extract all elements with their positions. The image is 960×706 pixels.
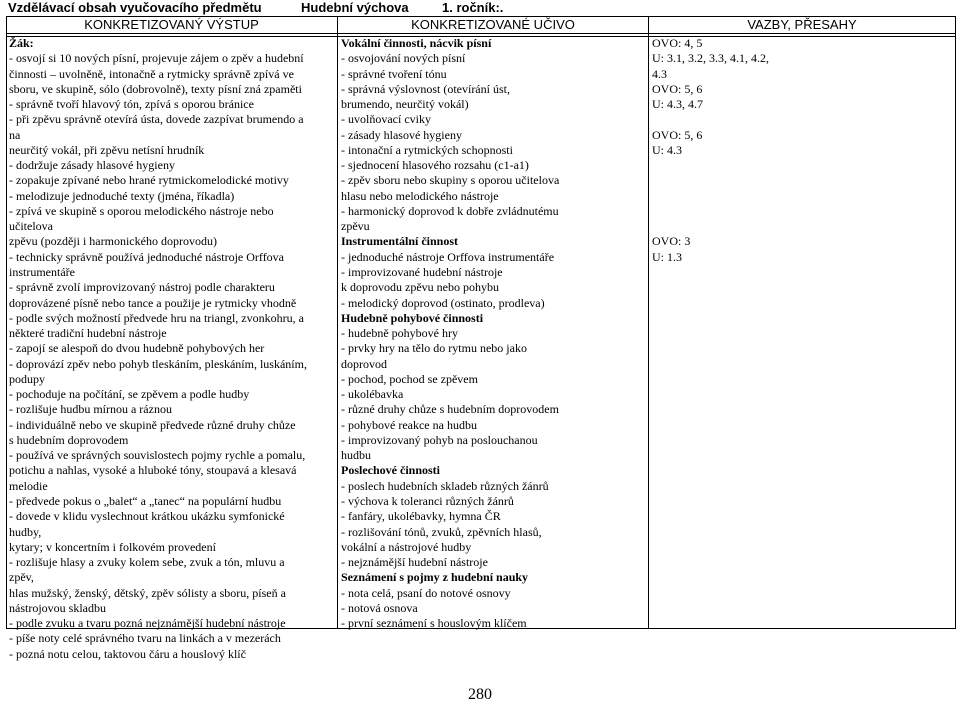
outcome-line: - podle zvuku a tvaru pozná nejznámější hudební nástroje <box>9 616 286 631</box>
content-column <box>341 36 645 631</box>
outcome-line: - pozná notu celou, taktovou čáru a houslový klíč <box>9 646 246 661</box>
table-right-border <box>955 16 956 629</box>
outcome-line: - při zpěvu správně otevírá ústa, dovede zazpívat brumendo a <box>9 112 304 127</box>
outcome-line: melodie <box>9 478 48 493</box>
outcome-line-heading: Žák: <box>9 36 34 50</box>
content-line: - různé druhy chůze s hudebním doprovodem <box>341 402 559 417</box>
content-line: - správné tvoření tónu <box>341 66 447 81</box>
content-line: - harmonický doprovod k dobře zvládnutému <box>341 203 559 218</box>
link-line: U: 4.3, 4.7 <box>652 97 703 112</box>
content-line: brumendo, neurčitý vokál) <box>341 97 469 112</box>
outcome-line: neurčitý vokál, při zpěvu netísní hrudník <box>9 142 205 157</box>
content-line: - nota celá, psaní do notové osnovy <box>341 585 511 600</box>
content-line: - výchova k toleranci různých žánrů <box>341 493 514 508</box>
content-line: - správná výslovnost (otevírání úst, <box>341 81 510 96</box>
outcome-line: potichu a nahlas, vysoké a hluboké tóny, stoupavá a klesavá <box>9 463 297 478</box>
outcome-line: - osvojí si 10 nových písní, projevuje zájem o zpěv a hudební <box>9 51 304 66</box>
content-line: - melodický doprovod (ostinato, prodleva) <box>341 295 545 310</box>
link-line <box>652 219 952 234</box>
outcome-line: - individuálně nebo ve skupině předvede různé druhy chůze <box>9 417 296 432</box>
link-line <box>652 173 952 188</box>
outcome-line: hudby, <box>9 524 42 539</box>
link-line <box>652 112 952 127</box>
outcome-line: - zapojí se alespoň do dvou hudebně pohybových her <box>9 341 265 356</box>
content-line: - hudebně pohybové hry <box>341 326 458 341</box>
outcome-line: nástrojovou skladbu <box>9 600 106 615</box>
content-line-heading: Poslechové činnosti <box>341 463 440 478</box>
link-line: OVO: 5, 6 <box>652 81 703 96</box>
table-left-border <box>6 16 7 629</box>
outcome-line: zpěv, <box>9 570 34 585</box>
content-line: k doprovodu zpěvu nebo pohybu <box>341 280 499 295</box>
column-divider-1 <box>337 16 338 629</box>
column-header-links: VAZBY, PŘESAHY <box>747 17 857 32</box>
content-line: - první seznámení s houslovým klíčem <box>341 616 527 631</box>
outcome-line: - dovede v klidu vyslechnout krátkou ukázku symfonické <box>9 509 285 524</box>
content-line-heading: Seznámení s pojmy z hudební nauky <box>341 570 529 585</box>
outcomes-column <box>9 36 335 662</box>
link-line <box>652 158 952 173</box>
column-header-content: KONKRETIZOVANÉ UČIVO <box>411 17 575 32</box>
outcome-line: - používá ve správných souvislostech pojmy rychle a pomalu, <box>9 448 306 463</box>
link-line: 4.3 <box>652 66 667 81</box>
outcome-line: - pochoduje na počítání, se zpěvem a podle hudby <box>9 387 250 402</box>
link-line: U: 3.1, 3.2, 3.3, 4.1, 4.2, <box>652 51 769 66</box>
outcome-line: kytary; v koncertním i folkovém provedení <box>9 539 216 554</box>
content-line: - rozlišování tónů, zvuků, zpěvních hlasů, <box>341 524 542 539</box>
content-line: - pochod, pochod se zpěvem <box>341 371 478 386</box>
outcome-line: - předvede pokus o „balet“ a „tanec“ na populární hudbu <box>9 493 282 508</box>
content-line: vokální a nástrojové hudby <box>341 539 472 554</box>
content-line: - improvizovaný pohyb na poslouchanou <box>341 432 538 447</box>
outcome-line: - podle svých možností předvede hru na triangl, zvonkohru, a <box>9 310 304 325</box>
column-divider-2 <box>648 16 649 629</box>
content-line: - poslech hudebních skladeb různých žánrů <box>341 478 549 493</box>
content-line-heading: Instrumentální činnost <box>341 234 459 249</box>
outcome-line: sboru, ve skupině, sólo (dobrovolně), texty písní zná zpaměti <box>9 81 302 96</box>
outcome-line: instrumentáře <box>9 264 75 279</box>
link-line: OVO: 5, 6 <box>652 127 703 142</box>
links-column <box>652 36 952 265</box>
link-line <box>652 189 952 204</box>
grade-label: 1. ročník:. <box>442 0 504 15</box>
page-number: 280 <box>468 686 492 703</box>
content-line: - nejznámější hudební nástroje <box>341 555 488 570</box>
link-line: U: 4.3 <box>652 142 682 157</box>
outcome-line: s hudebním doprovodem <box>9 432 129 447</box>
outcome-line: - doprovází zpěv nebo pohyb tleskáním, pleskáním, luskáním, <box>9 356 307 371</box>
content-line: - uvolňovací cviky <box>341 112 431 127</box>
outcome-line: na <box>9 127 21 142</box>
content-line: - pohybové reakce na hudbu <box>341 417 477 432</box>
link-line <box>652 204 952 219</box>
content-line: - zásady hlasové hygieny <box>341 127 462 142</box>
outcome-line: - správně tvoří hlavový tón, zpívá s oporou bránice <box>9 97 254 112</box>
outcome-line: - dodržuje zásady hlasové hygieny <box>9 158 175 173</box>
subject-title: Vzdělávací obsah vyučovacího předmětu <box>8 0 262 15</box>
outcome-line: učitelova <box>9 219 53 234</box>
content-line: - sjednocení hlasového rozsahu (c1-a1) <box>341 158 529 173</box>
subject-name: Hudební výchova <box>301 0 409 15</box>
link-line: U: 1.3 <box>652 249 682 264</box>
link-line: OVO: 4, 5 <box>652 36 703 50</box>
content-line: - zpěv sboru nebo skupiny s oporou učitelova <box>341 173 560 188</box>
content-line: - jednoduché nástroje Orffova instrumentáře <box>341 249 555 264</box>
outcome-line: některé tradiční hudební nástroje <box>9 326 167 341</box>
content-line-heading: Vokální činnosti, nácvik písní <box>341 36 492 50</box>
content-line: doprovod <box>341 356 387 371</box>
content-line: - osvojování nových písní <box>341 51 466 66</box>
header-bottom-border <box>6 33 956 34</box>
content-line: hlasu nebo melodického nástroje <box>341 188 499 203</box>
outcome-line: činnosti – uvolněně, intonačně a rytmicky správně zpívá ve <box>9 66 294 81</box>
outcome-line: - rozlišuje hlasy a zvuky kolem sebe, zvuk a tón, mluvu a <box>9 555 285 570</box>
content-line: - improvizované hudební nástroje <box>341 264 503 279</box>
outcome-line: - píše noty celé správného tvaru na linkách a v mezerách <box>9 631 281 646</box>
outcome-line: - melodizuje jednoduché texty (jména, říkadla) <box>9 188 235 203</box>
column-header-outcomes: KONKRETIZOVANÝ VÝSTUP <box>84 17 259 32</box>
content-line: - prvky hry na tělo do rytmu nebo jako <box>341 341 527 356</box>
content-line: - ukolébavka <box>341 387 404 402</box>
content-line: - intonační a rytmických schopnosti <box>341 142 513 157</box>
outcome-line: zpěvu (později i harmonického doprovodu) <box>9 234 217 249</box>
outcome-line: podupy <box>9 371 45 386</box>
outcome-line: - technicky správně používá jednoduché nástroje Orffova <box>9 249 285 264</box>
content-line-heading: Hudebně pohybové činnosti <box>341 310 484 325</box>
content-line: - notová osnova <box>341 600 418 615</box>
outcome-line: - zopakuje zpívané nebo hrané rytmickomelodické motivy <box>9 173 289 188</box>
outcome-line: - správně zvolí improvizovaný nástroj podle charakteru <box>9 280 275 295</box>
outcome-line: - rozlišuje hudbu mírnou a ráznou <box>9 402 172 417</box>
link-line: OVO: 3 <box>652 234 691 249</box>
content-line: hudbu <box>341 448 371 463</box>
outcome-line: - zpívá ve skupině s oporou melodického nástroje nebo <box>9 203 274 218</box>
outcome-line: doprovázené písně nebo tance a použije je rytmicky vhodně <box>9 295 297 310</box>
content-line: zpěvu <box>341 219 370 234</box>
outcome-line: hlas mužský, ženský, dětský, zpěv sólisty a sboru, píseň a <box>9 585 286 600</box>
content-line: - fanfáry, ukolébavky, hymna ČR <box>341 509 501 524</box>
